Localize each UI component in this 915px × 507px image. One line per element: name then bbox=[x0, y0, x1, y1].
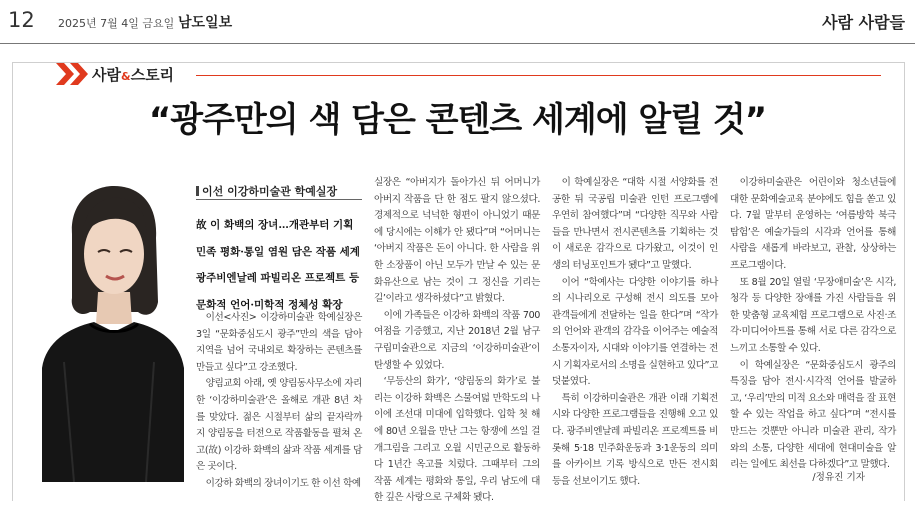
article-headline: “광주만의 색 담은 콘텐츠 세계에 알릴 것” bbox=[148, 100, 767, 140]
paragraph: 이 학예실장은 “대학 시절 서양화를 전공한 뒤 국공립 미술관 인턴 프로그램에 우연히 참여했다”며 “다양한 직무와 사람들을 만나면서 전시콘텐츠를 기획하는 것이 새로운 감각으로 다가왔고, 이것이 인생의 터닝포인트가 됐다”고 말했다. bbox=[552, 177, 718, 271]
page-header bbox=[0, 0, 915, 42]
subheading: 문화적 언어·미학적 정체성 확장 bbox=[196, 298, 343, 311]
story-label-rule bbox=[196, 75, 881, 76]
article-column-1 bbox=[196, 310, 362, 493]
paragraph: 특히 이강하미술관은 개관 이래 기획전시와 다양한 프로그램들을 진행해 오고 있다. 광주비엔날레 파빌리온 프로젝트를 비롯해 5·18 민주화운동과 3·1운동의 의미를 아카이브 기록 방식으로 만든 전시회 등을 선보이기도 했다. bbox=[552, 392, 718, 487]
paragraph: 이강하 화백의 장녀이기도 한 이선 학예 bbox=[205, 477, 361, 489]
subheadings bbox=[196, 212, 364, 318]
paragraph: 이에 가족들은 이강하 화백의 작품 700여점을 기증했고, 지난 2018년 2월 남구 구립미술관으로 지금의 ‘이강하미술관’이 탄생할 수 있었다. bbox=[374, 309, 540, 371]
newspaper-name: 남도일보 bbox=[178, 15, 233, 31]
byline: 이선 이강하미술관 학예실장 bbox=[196, 183, 337, 199]
story-label-amp: & bbox=[120, 70, 131, 83]
article-column-4 bbox=[730, 175, 896, 474]
header-divider bbox=[0, 43, 915, 44]
issue-date: 2025년 7월 4일 금요일 bbox=[58, 17, 175, 30]
paragraph: 이선<사진> 이강하미술관 학예실장은 3일 “문화중심도시 광주”만의 색을 담아 지역을 넘어 국내외로 확장하는 콘텐츠를 만들고 싶다”고 강조했다. bbox=[196, 312, 362, 373]
portrait-photo bbox=[34, 182, 188, 482]
story-label-part2: 스토리 bbox=[130, 66, 175, 84]
article-column-3 bbox=[552, 175, 718, 490]
byline-divider bbox=[196, 199, 362, 200]
paragraph: 양림교회 아래, 옛 양림동사무소에 자리한 ‘이강하미술관’은 올해로 개관 8년 차를 맞았다. 젊은 시절부터 삶의 끝자락까지 양림동을 터전으로 작품활동을 펼쳐 온 고(故) 이강하 화백의 삶과 작품 세계를 담은 곳이다. bbox=[196, 378, 362, 473]
subheading: 故 이 화백의 장녀…개관부터 기획 bbox=[196, 219, 354, 231]
story-label-part1: 사람 bbox=[92, 66, 121, 84]
subheading: 민족 평화·통일 염원 담은 작품 세계 bbox=[196, 245, 360, 258]
paragraph: 실장은 “아버지가 돌아가신 뒤 어머니가 아버지 작품을 단 한 점도 팔지 않으셨다. 경제적으로 넉넉한 형편이 아니었기 때문에 당시에는 이해가 안 됐다”며 “어머니는 ‘아버지 작품은 돈이 아니다. 한 사람을 위한 소장품이 아닌 모두가 만날 수 있는 문화유산으로 남는 것이 그 정신을 기리는 길’이라고 생각하셨다”고 밝혔다. bbox=[374, 177, 540, 305]
story-label bbox=[92, 64, 174, 85]
paragraph: 또 8월 20일 열릴 ‘무장애미술’은 시각, 청각 등 다양한 장애를 가진 사람들을 위한 맞춤형 교육체험 프로그램으로 사진·조각·미디어아트를 통해 서로 다른 감각으로 느끼고 소통할 수 있다. bbox=[730, 276, 896, 354]
paragraph: ‘무등산의 화가’, ‘양림동의 화가’로 불리는 이강하 화백은 스물여덟 만학도의 나이에 조선대 미대에 입학했다. 입학 첫 해에 80년 오월을 만난 그는 항쟁에 쓰일 걸개그림을 그리고 오월 시민군으로 활동하다 1년간 옥고를 치렀다. 그때부터 그의 작품 세계는 평화와 통일, 우리 남도에 대한 깊은 사랑으로 구체화 됐다. bbox=[374, 376, 540, 504]
section-title: 사람 사람들 bbox=[822, 13, 905, 32]
double-chevron-icon bbox=[56, 63, 92, 85]
reporter-credit: /정유진 기자 bbox=[812, 472, 865, 483]
paragraph: 이 학예실장은 “문화중심도시 광주의 특징을 담아 전시·시각적 언어를 발굴하고, ‘우리’만의 미적 요소와 매력을 잘 표현할 수 있는 작업을 하고 싶다”며 “전시를 만드는 것뿐만 아니라 미술관 관리, 작가와의 소통, 다양한 세대에 현대미술을 알리는 일에도 최선을 다하겠다”고 말했다. bbox=[730, 359, 896, 471]
article-column-2 bbox=[374, 175, 540, 507]
page-number: 12 bbox=[8, 8, 35, 32]
paragraph: 이강하미술관은 어린이와 청소년들에 대한 문화예술교육 분야에도 힘을 쏟고 있다. 7월 말부터 운영하는 ‘여름방학 북극탐험’은 예술가들의 시각과 언어를 통해 사람을 새롭게 바라보고, 관찰, 상상하는 프로그램이다. bbox=[730, 177, 896, 271]
paragraph: 이어 “학예사는 다양한 이야기를 하나의 시나리오로 구성해 전시 의도를 모아 관객들에게 전달하는 일을 한다”며 “작가의 언어와 관객의 감각을 이어주는 예술적 소통자이자, 시대와 이야기를 연결하는 전시 기획자로서의 소명을 실현하고 있다”고 덧붙였다. bbox=[552, 276, 718, 388]
subheading: 광주비엔날레 파빌리온 프로젝트 등 bbox=[196, 272, 360, 284]
